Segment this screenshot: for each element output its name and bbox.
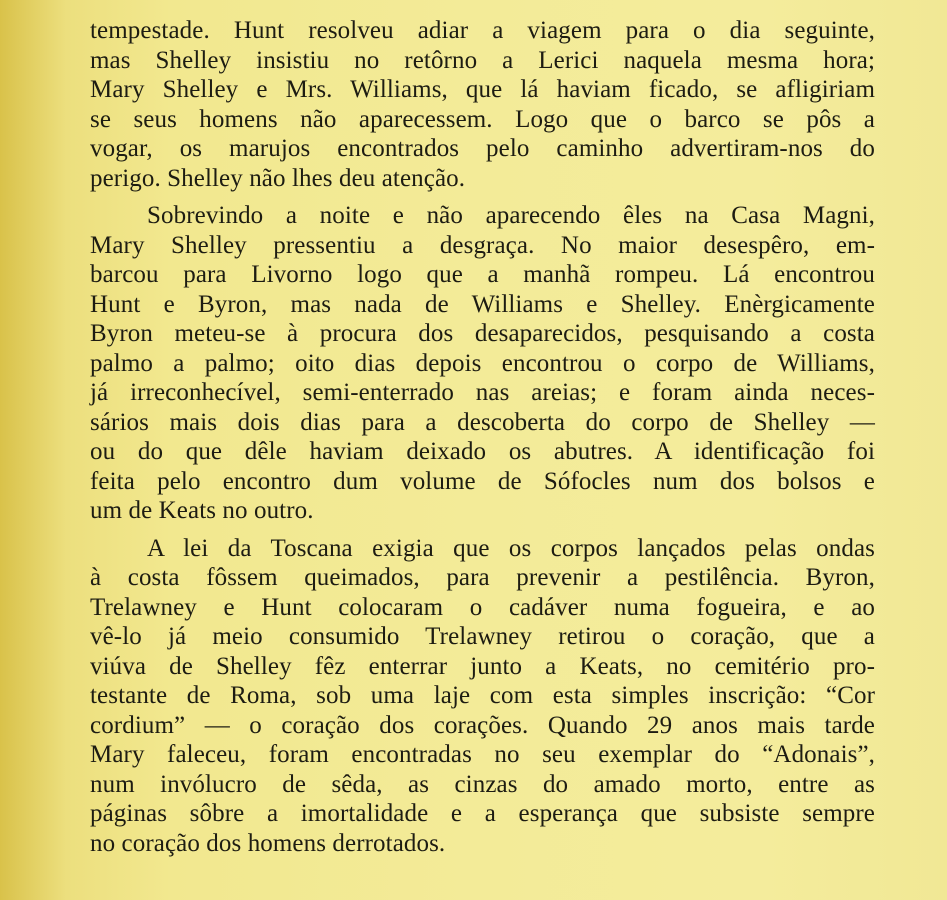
paragraph-2 <box>90 201 875 526</box>
text-line: perigo. Shelley não lhes deu atenção. <box>90 164 466 192</box>
text-line: mas Shelley insistiu no retôrno a Lerici naquela mesma hora; <box>90 46 875 74</box>
text-line: barcou para Livorno logo que a manhã rompeu. Lá encontrou <box>90 261 875 288</box>
text-line: palmo a palmo; oito dias depois encontrou o corpo de Williams, <box>90 349 875 377</box>
text-line: viúva de Shelley fêz enterrar junto a Keats, no cemitério pro- <box>90 652 875 680</box>
text-line: tempestade. Hunt resolveu adiar a viagem para o dia seguinte, <box>90 17 875 44</box>
paragraph-gap <box>90 526 875 534</box>
paragraph-1 <box>90 16 875 193</box>
text-line: Mary faleceu, foram encontradas no seu exemplar do “Adonais”, <box>90 741 875 768</box>
text-line: num invólucro de sêda, as cinzas do amado morto, entre as <box>90 770 875 798</box>
text-line: no coração dos homens derrotados. <box>90 829 446 857</box>
text-line: Trelawney e Hunt colocaram o cadáver numa fogueira, e ao <box>90 593 875 621</box>
text-line: cordium” — o coração dos corações. Quando 29 anos mais tarde <box>90 711 875 739</box>
text-line: à costa fôssem queimados, para prevenir a pestilência. Byron, <box>90 564 875 591</box>
text-line: Sobrevindo a noite e não aparecendo êles na Casa Magni, <box>147 202 875 229</box>
paragraph-3 <box>90 534 875 859</box>
text-line: se seus homens não aparecessem. Logo que o barco se pôs a <box>90 105 875 133</box>
text-line: Mary Shelley pressentiu a desgraça. No maior desespêro, em- <box>90 231 875 259</box>
text-line: vê-lo já meio consumido Trelawney retirou o coração, que a <box>90 623 875 650</box>
text-line: ou do que dêle haviam deixado os abutres. A identificação foi <box>90 438 875 465</box>
text-line: páginas sôbre a imortalidade e a esperança que subsiste sempre <box>90 800 875 827</box>
text-line: Mary Shelley e Mrs. Williams, que lá haviam ficado, se afligiriam <box>90 76 875 103</box>
text-line: já irreconhecível, semi-enterrado nas areias; e foram ainda neces- <box>90 379 875 406</box>
text-line: Byron meteu-se à procura dos desaparecidos, pesquisando a costa <box>90 320 875 347</box>
text-line: Hunt e Byron, mas nada de Williams e Shelley. Enèrgicamente <box>90 290 875 318</box>
page-text <box>90 16 875 858</box>
text-line: sários mais dois dias para a descoberta do corpo de Shelley — <box>90 408 875 436</box>
text-line: um de Keats no outro. <box>90 497 314 524</box>
text-line: vogar, os marujos encontrados pelo caminho advertiram-nos do <box>90 135 875 162</box>
paragraph-gap <box>90 193 875 201</box>
text-line: A lei da Toscana exigia que os corpos lançados pelas ondas <box>147 534 875 562</box>
text-line: testante de Roma, sob uma laje com esta simples inscrição: “Cor <box>90 682 875 709</box>
text-line: feita pelo encontro dum volume de Sófocles num dos bolsos e <box>90 467 875 495</box>
